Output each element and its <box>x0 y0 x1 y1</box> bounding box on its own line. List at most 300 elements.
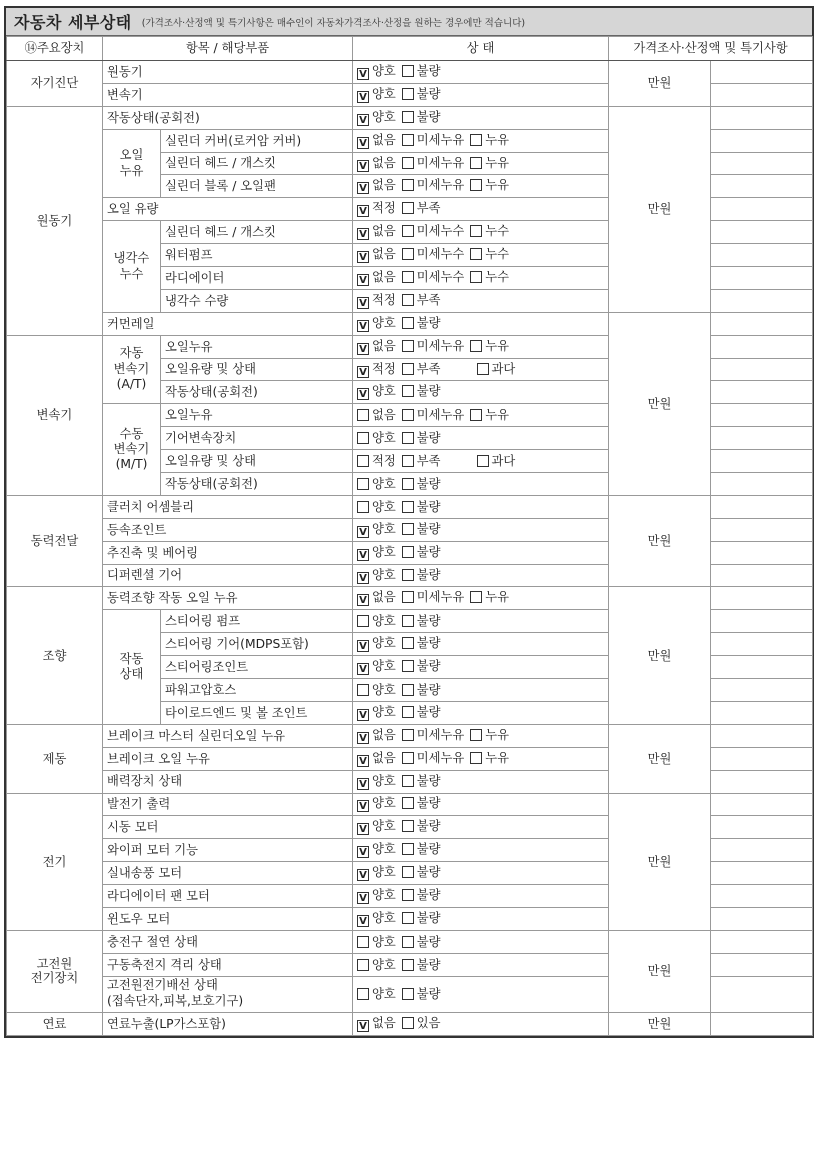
note-cell[interactable] <box>711 816 813 839</box>
option-over <box>477 454 516 468</box>
checkbox-leak[interactable] <box>470 752 482 764</box>
checkbox-bad[interactable] <box>402 111 414 123</box>
option-bad <box>402 500 441 514</box>
note-cell[interactable] <box>711 473 813 496</box>
header-price <box>609 37 813 61</box>
header-item <box>103 37 353 61</box>
note-cell[interactable] <box>711 862 813 885</box>
option-label: 불량 <box>416 704 441 719</box>
option-bad <box>402 911 441 925</box>
item-e9 <box>161 289 353 312</box>
group-label: 원동기 <box>36 213 73 228</box>
option-bad <box>402 568 441 582</box>
option-good <box>357 659 396 675</box>
subgroup-label: 작동 상태 <box>119 651 144 682</box>
table-row <box>7 587 813 610</box>
option-label: 양호 <box>372 431 396 446</box>
checkbox-coolant[interactable] <box>470 271 482 283</box>
option-minor_leak <box>402 133 465 147</box>
checkbox-bad[interactable] <box>402 797 414 809</box>
option-label: 있음 <box>416 1015 441 1030</box>
item-label: 실린더 헤드 / 개스킷 <box>165 156 276 171</box>
option-label: 불량 <box>416 109 441 124</box>
checkbox-coolant[interactable] <box>470 225 482 237</box>
option-label: 불량 <box>416 773 441 788</box>
option-none <box>357 1016 396 1032</box>
price-cell[interactable] <box>609 724 711 793</box>
checkbox-minor_leak[interactable] <box>402 134 414 146</box>
note-cell[interactable] <box>711 83 813 106</box>
note-cell[interactable] <box>711 152 813 175</box>
note-cell[interactable] <box>711 450 813 473</box>
group-label: 고전원 전기장치 <box>30 957 79 986</box>
option-ok <box>357 454 396 468</box>
checkbox-bad[interactable] <box>402 478 414 490</box>
note-cell[interactable] <box>711 656 813 679</box>
item-label: 고전원전기배선 상태 <box>107 978 218 993</box>
status-l5 <box>353 885 609 908</box>
checkbox-bad[interactable] <box>402 706 414 718</box>
option-label: 불량 <box>416 614 441 629</box>
option-label: 양호 <box>372 499 396 514</box>
checkbox-none[interactable]: V <box>357 343 369 355</box>
note-cell[interactable] <box>711 564 813 587</box>
checkbox-none[interactable]: V <box>357 594 369 606</box>
price-cell[interactable] <box>609 312 711 495</box>
status-l2 <box>353 816 609 839</box>
option-label: 미세누수 <box>416 247 465 262</box>
checkbox-minor_leak[interactable] <box>402 752 414 764</box>
checkbox-good[interactable]: V <box>357 915 369 927</box>
checkbox-good[interactable] <box>357 936 369 948</box>
group-label: 조향 <box>42 648 67 663</box>
checkbox-good[interactable]: V <box>357 388 369 400</box>
option-label: 적정 <box>372 361 396 376</box>
option-leak <box>470 133 509 147</box>
note-cell[interactable] <box>711 930 813 953</box>
checkbox-none[interactable]: V <box>357 1020 369 1032</box>
option-bad <box>402 842 441 856</box>
option-label: 부족 <box>416 454 441 469</box>
status-l3 <box>353 839 609 862</box>
note-cell[interactable] <box>711 427 813 450</box>
status-e4 <box>353 175 609 198</box>
checkbox-minor_coolant[interactable] <box>402 271 414 283</box>
option-label: 미세누유 <box>416 178 465 193</box>
item-label: 동력조향 작동 오일 누유 <box>107 591 238 606</box>
group-label: 전기 <box>42 854 67 869</box>
option-label: 불량 <box>416 315 441 330</box>
checkbox-good[interactable]: V <box>357 320 369 332</box>
note-cell[interactable] <box>711 976 813 1012</box>
checkbox-none[interactable]: V <box>357 274 369 286</box>
note-cell[interactable] <box>711 358 813 381</box>
item-label: 워터펌프 <box>165 248 213 262</box>
checkbox-over[interactable] <box>477 455 489 467</box>
checkbox-none[interactable]: V <box>357 755 369 767</box>
checkbox-none[interactable]: V <box>357 228 369 240</box>
option-minor_leak <box>402 751 465 765</box>
checkbox-minor_leak[interactable] <box>402 340 414 352</box>
note-cell[interactable] <box>711 724 813 747</box>
option-none <box>357 270 396 286</box>
option-good <box>357 865 396 881</box>
note-cell[interactable] <box>711 1012 813 1035</box>
checkbox-good[interactable] <box>357 432 369 444</box>
note-cell[interactable] <box>711 885 813 908</box>
status-b1 <box>353 724 609 747</box>
price-unit: 만원 <box>647 1016 672 1031</box>
item-label: 오일 유량 <box>107 202 159 217</box>
option-over <box>477 362 516 376</box>
option-bad <box>402 796 441 810</box>
item-e6 <box>161 221 353 244</box>
item-b1 <box>103 724 353 747</box>
item-l3 <box>103 839 353 862</box>
option-label: 불량 <box>416 86 441 101</box>
checkbox-good[interactable]: V <box>357 823 369 835</box>
checkbox-leak[interactable] <box>470 409 482 421</box>
subgroup-mt <box>103 404 161 496</box>
price-cell[interactable] <box>609 495 711 587</box>
header-label: ⑭주요장치 <box>24 41 85 56</box>
checkbox-good[interactable]: V <box>357 114 369 126</box>
checkbox-good[interactable]: V <box>357 892 369 904</box>
option-bad <box>402 705 441 719</box>
checkbox-good[interactable] <box>357 684 369 696</box>
checkbox-good[interactable]: V <box>357 709 369 721</box>
option-good <box>357 500 396 514</box>
checkbox-good[interactable] <box>357 959 369 971</box>
checkbox-low[interactable] <box>402 294 414 306</box>
note-cell[interactable] <box>711 793 813 816</box>
checkbox-bad[interactable] <box>402 912 414 924</box>
checkbox-bad[interactable] <box>402 936 414 948</box>
note-cell[interactable] <box>711 747 813 770</box>
checkbox-low[interactable] <box>402 363 414 375</box>
note-cell[interactable] <box>711 198 813 221</box>
checkbox-good[interactable]: V <box>357 526 369 538</box>
checkbox-low[interactable] <box>402 202 414 214</box>
checkbox-bad[interactable] <box>402 546 414 558</box>
option-exists <box>402 1016 441 1030</box>
checkbox-good[interactable]: V <box>357 572 369 584</box>
checkbox-bad[interactable] <box>402 889 414 901</box>
status-s3 <box>353 633 609 656</box>
note-cell[interactable] <box>711 633 813 656</box>
status-b3 <box>353 770 609 793</box>
option-label: 누유 <box>485 750 510 765</box>
checkbox-good[interactable]: V <box>357 68 369 80</box>
checkbox-bad[interactable] <box>402 432 414 444</box>
price-unit: 만원 <box>647 534 672 549</box>
title-note: (가격조사·산정액 및 특기사항은 매수인이 자동차가격조사·산정을 원하는 경우에만 적습니다) <box>141 17 526 29</box>
status-e2 <box>353 129 609 152</box>
checkbox-none[interactable]: V <box>357 137 369 149</box>
checkbox-leak[interactable] <box>470 591 482 603</box>
item-label: 실내송풍 모터 <box>107 866 183 881</box>
option-label: 없음 <box>372 590 396 605</box>
option-label: 누유 <box>485 178 510 193</box>
checkbox-bad[interactable] <box>402 843 414 855</box>
checkbox-coolant[interactable] <box>470 248 482 260</box>
header-device <box>7 37 103 61</box>
option-label: 미세누유 <box>416 727 465 742</box>
option-label: 불량 <box>416 842 441 857</box>
checkbox-none[interactable]: V <box>357 160 369 172</box>
checkbox-minor_coolant[interactable] <box>402 225 414 237</box>
status-b2 <box>353 747 609 770</box>
price-cell[interactable] <box>609 1012 711 1035</box>
option-label: 양호 <box>372 521 396 536</box>
checkbox-bad[interactable] <box>402 523 414 535</box>
option-none <box>357 590 396 606</box>
item-p2 <box>103 518 353 541</box>
checkbox-none[interactable] <box>357 409 369 421</box>
option-good <box>357 774 396 790</box>
note-cell[interactable] <box>711 839 813 862</box>
option-label: 양호 <box>372 476 396 491</box>
checkbox-bad[interactable] <box>402 660 414 672</box>
status-t3 <box>353 381 609 404</box>
item-label: 파워고압호스 <box>165 682 237 697</box>
note-cell[interactable] <box>711 129 813 152</box>
item-b3 <box>103 770 353 793</box>
checkbox-leak[interactable] <box>470 729 482 741</box>
price-cell[interactable] <box>609 106 711 312</box>
checkbox-good[interactable]: V <box>357 846 369 858</box>
status-s2 <box>353 610 609 633</box>
checkbox-ok[interactable]: V <box>357 366 369 378</box>
subgroup-label: 자동 변속기 (A/T) <box>113 346 150 392</box>
option-label: 없음 <box>372 1015 396 1030</box>
option-bad <box>402 888 441 902</box>
note-cell[interactable] <box>711 61 813 84</box>
item-l6 <box>103 907 353 930</box>
price-cell[interactable] <box>609 61 711 107</box>
option-none <box>357 751 396 767</box>
option-bad <box>402 958 441 972</box>
item-label: 냉각수 수량 <box>165 293 229 308</box>
checkbox-bad[interactable] <box>402 820 414 832</box>
checkbox-minor_leak[interactable] <box>402 409 414 421</box>
note-cell[interactable] <box>711 244 813 267</box>
note-cell[interactable] <box>711 312 813 335</box>
checkbox-good[interactable]: V <box>357 549 369 561</box>
checkbox-minor_leak[interactable] <box>402 729 414 741</box>
option-leak <box>470 156 509 170</box>
checkbox-none[interactable]: V <box>357 732 369 744</box>
status-e10 <box>353 312 609 335</box>
item-label: 오일누유 <box>165 339 213 354</box>
option-minor_leak <box>402 178 465 192</box>
option-label: 미세누유 <box>416 132 465 147</box>
checkbox-ok[interactable] <box>357 455 369 467</box>
item-label: 타이로드엔드 및 볼 조인트 <box>165 705 308 720</box>
checkbox-good[interactable] <box>357 988 369 1000</box>
price-cell[interactable] <box>609 587 711 724</box>
option-label: 양호 <box>372 934 396 949</box>
checkbox-bad[interactable] <box>402 385 414 397</box>
checkbox-good[interactable]: V <box>357 663 369 675</box>
option-good <box>357 888 396 904</box>
group-engine <box>7 106 103 335</box>
option-coolant <box>470 247 509 261</box>
option-label: 없음 <box>372 269 396 284</box>
checkbox-bad[interactable] <box>402 317 414 329</box>
price-cell[interactable] <box>609 793 711 930</box>
option-minor_leak <box>402 728 465 742</box>
item-label: 추진축 및 베어링 <box>107 545 198 560</box>
checkbox-over[interactable] <box>477 363 489 375</box>
checkbox-good[interactable]: V <box>357 800 369 812</box>
price-unit: 만원 <box>647 202 672 217</box>
checkbox-bad[interactable] <box>402 988 414 1000</box>
option-none <box>357 728 396 744</box>
note-cell[interactable] <box>711 495 813 518</box>
checkbox-bad[interactable] <box>402 637 414 649</box>
note-cell[interactable] <box>711 175 813 198</box>
checkbox-bad[interactable] <box>402 959 414 971</box>
checkbox-exists[interactable] <box>402 1017 414 1029</box>
option-label: 불량 <box>416 476 441 491</box>
note-cell[interactable] <box>711 404 813 427</box>
note-cell[interactable] <box>711 679 813 702</box>
checkbox-bad[interactable] <box>402 775 414 787</box>
option-leak <box>470 751 509 765</box>
note-cell[interactable] <box>711 610 813 633</box>
note-cell[interactable] <box>711 770 813 793</box>
checkbox-leak[interactable] <box>470 134 482 146</box>
group-power <box>7 495 103 587</box>
group-label: 연료 <box>42 1016 67 1031</box>
checkbox-leak[interactable] <box>470 179 482 191</box>
note-cell[interactable] <box>711 587 813 610</box>
status-s6 <box>353 701 609 724</box>
table-row <box>7 930 813 953</box>
checkbox-none[interactable]: V <box>357 182 369 194</box>
option-leak <box>470 339 509 353</box>
checkbox-leak[interactable] <box>470 340 482 352</box>
checkbox-good[interactable]: V <box>357 778 369 790</box>
note-cell[interactable] <box>711 267 813 290</box>
header-status <box>353 37 609 61</box>
checkbox-good[interactable] <box>357 478 369 490</box>
checkbox-good[interactable]: V <box>357 640 369 652</box>
option-label: 미세누수 <box>416 269 465 284</box>
checkbox-bad[interactable] <box>402 866 414 878</box>
note-cell[interactable] <box>711 106 813 129</box>
checkbox-low[interactable] <box>402 455 414 467</box>
option-good <box>357 935 396 949</box>
item-s6 <box>161 701 353 724</box>
checkbox-good[interactable]: V <box>357 869 369 881</box>
item-label: 라디에이터 <box>165 270 225 285</box>
checkbox-bad[interactable] <box>402 65 414 77</box>
option-label: 양호 <box>372 987 396 1002</box>
checkbox-minor_leak[interactable] <box>402 591 414 603</box>
item-label: 발전기 출력 <box>107 797 171 812</box>
header-label: 가격조사·산정액 및 특기사항 <box>633 41 788 56</box>
checkbox-none[interactable]: V <box>357 251 369 263</box>
note-cell[interactable] <box>711 907 813 930</box>
price-unit: 만원 <box>647 964 672 979</box>
item-label: 충전구 절연 상태 <box>107 934 198 949</box>
status-d1 <box>353 61 609 84</box>
note-cell[interactable] <box>711 221 813 244</box>
option-label: 불량 <box>416 888 441 902</box>
item-label: 스티어링 펌프 <box>165 614 241 629</box>
table-row <box>7 1012 813 1035</box>
item-b2 <box>103 747 353 770</box>
status-t1 <box>353 335 609 358</box>
option-coolant <box>470 224 509 238</box>
option-label: 없음 <box>372 247 396 262</box>
checkbox-ok[interactable]: V <box>357 297 369 309</box>
note-cell[interactable] <box>711 289 813 312</box>
note-cell[interactable] <box>711 518 813 541</box>
option-bad <box>402 865 441 879</box>
checkbox-bad[interactable] <box>402 615 414 627</box>
option-label: 불량 <box>416 567 441 582</box>
item-f1 <box>103 1012 353 1035</box>
option-label: 양호 <box>372 796 396 811</box>
status-p2 <box>353 518 609 541</box>
checkbox-bad[interactable] <box>402 501 414 513</box>
option-none <box>357 247 396 263</box>
option-minor_coolant <box>402 224 465 238</box>
option-bad <box>402 110 441 124</box>
price-cell[interactable] <box>609 930 711 1012</box>
item-label: 브레이크 오일 누유 <box>107 751 210 766</box>
note-cell[interactable] <box>711 381 813 404</box>
item-label: 와이퍼 모터 기능 <box>107 843 198 858</box>
checkbox-minor_leak[interactable] <box>402 179 414 191</box>
note-cell[interactable] <box>711 335 813 358</box>
option-bad <box>402 545 441 559</box>
note-cell[interactable] <box>711 953 813 976</box>
option-low <box>402 201 441 215</box>
item-label: 실린더 커버(로커암 커버) <box>165 133 302 148</box>
checkbox-good[interactable]: V <box>357 91 369 103</box>
group-elec <box>7 793 103 930</box>
status-e9 <box>353 289 609 312</box>
subgroup-label: 수동 변속기 (M/T) <box>113 426 150 472</box>
checkbox-good[interactable] <box>357 501 369 513</box>
note-cell[interactable] <box>711 701 813 724</box>
checkbox-bad[interactable] <box>402 569 414 581</box>
vehicle-detail-status-sheet <box>4 6 814 1038</box>
option-bad <box>402 659 441 673</box>
option-label: 누수 <box>485 224 510 239</box>
option-good <box>357 842 396 858</box>
checkbox-minor_leak[interactable] <box>402 157 414 169</box>
checkbox-bad[interactable] <box>402 88 414 100</box>
checkbox-ok[interactable]: V <box>357 205 369 217</box>
checkbox-minor_coolant[interactable] <box>402 248 414 260</box>
item-label: 기어변속장치 <box>165 431 237 446</box>
option-label: 없음 <box>372 178 396 193</box>
checkbox-leak[interactable] <box>470 157 482 169</box>
option-good <box>357 431 396 445</box>
note-cell[interactable] <box>711 541 813 564</box>
option-leak <box>470 178 509 192</box>
item-t2 <box>161 358 353 381</box>
price-unit: 만원 <box>647 76 672 91</box>
checkbox-bad[interactable] <box>402 684 414 696</box>
checkbox-good[interactable] <box>357 615 369 627</box>
option-good <box>357 987 396 1001</box>
